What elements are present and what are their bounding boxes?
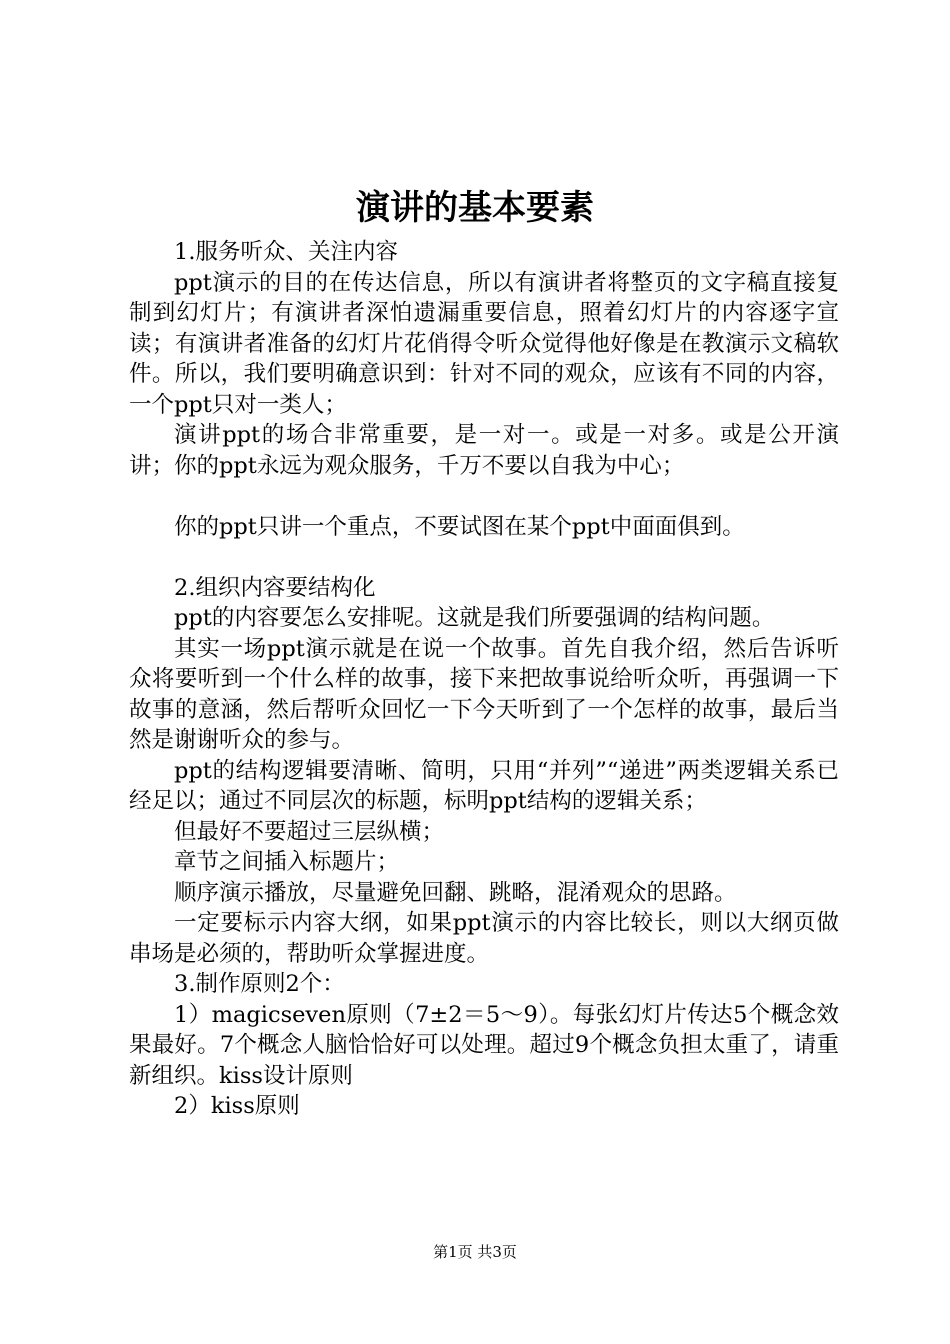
paragraph: 章节之间插入标题片； [174,849,400,875]
paragraph: 你的ppt只讲一个重点，不要试图在某个ppt中面面俱到。 [174,513,745,540]
document-title: 演讲的基本要素 [356,188,594,228]
page-footer: 第1页 共3页 [433,1243,517,1261]
paragraph: 1）magicseven原则（7±2＝5～9）。每张幻灯片传达5个概念效果最好。7个概念人脑恰恰好可以处理。超过9个概念负担太重了，请重新组织。kiss设计原则 [129,1001,839,1089]
paragraph: 但最好不要超过三层纵横； [174,818,445,845]
spacer [129,542,839,573]
paragraph: ppt的内容要怎么安排呢。这就是我们所要强调的结构问题。 [174,605,775,631]
paragraph: 演讲ppt的场合非常重要，是一对一。或是一对多。或是公开演讲；你的ppt永远为观众服务，千万不要以自我为中心； [129,422,839,479]
paragraph: 一定要标示内容大纲，如果ppt演示的内容比较长，则以大纲页做串场是必须的，帮助听众掌握进度。 [129,910,839,967]
paragraph: 顺序演示播放，尽量避免回翻、跳略，混淆观众的思路。 [174,879,737,906]
heading-section-2: 2.组织内容要结构化 [174,574,376,601]
paragraph: ppt的结构逻辑要清晰、简明，只用“并列”“递进”两类逻辑关系已经足以；通过不同层次的标题，标明ppt结构的逻辑关系； [129,757,839,814]
document-body [129,237,839,1122]
spacer [129,481,839,512]
paragraph: ppt演示的目的在传达信息，所以有演讲者将整页的文字稿直接复制到幻灯片；有演讲者深怕遗漏重要信息，照着幻灯片的内容逐字宣读；有演讲者准备的幻灯片花俏得令听众觉得他好像是在教演示文稿软件。所以，我们要明确意识到：针对不同的观众，应该有不同的内容，一个ppt只对一类人； [129,269,839,418]
heading-section-1: 1.服务听众、关注内容 [174,239,398,265]
paragraph: 2）kiss原则 [174,1093,300,1119]
paragraph: 其实一场ppt演示就是在说一个故事。首先自我介绍，然后告诉听众将要听到一个什么样的故事，接下来把故事说给听众听，再强调一下故事的意涵，然后帮听众回忆一下今天听到了一个怎样的故事，最后当然是谢谢听众的参与。 [129,635,839,753]
heading-section-3: 3.制作原则2个： [174,971,345,997]
